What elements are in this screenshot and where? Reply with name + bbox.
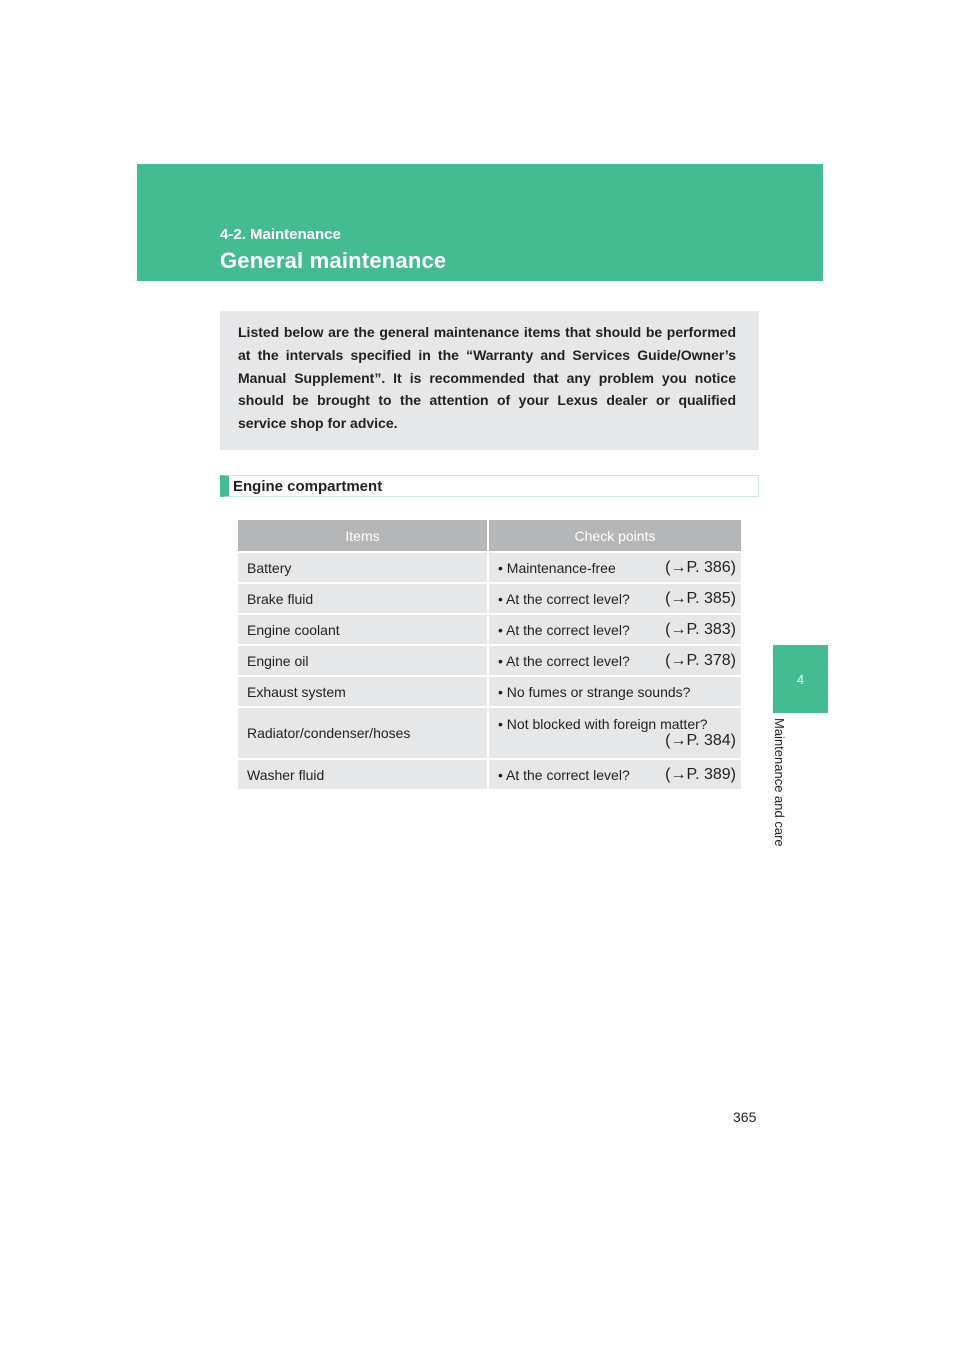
item-cell: Washer fluid (238, 759, 488, 789)
check-cell (488, 676, 741, 707)
table-row (238, 759, 741, 789)
check-text: • At the correct level? (498, 652, 630, 669)
item-cell: Radiator/condenser/hoses (238, 707, 488, 759)
check-cell (488, 645, 741, 676)
check-cell (488, 583, 741, 614)
chapter-label-text: Maintenance and care (772, 718, 787, 847)
page-header (137, 164, 823, 281)
intro-text: Listed below are the general maintenance items that should be performed at the intervals specified in the “Warranty and Services Guide/Owner’s Manual Supplement”. It is recommended that any problem you notice should be brought to the attention of your Lexus dealer or qualified service shop for advice. (238, 324, 736, 432)
page-title: General maintenance (220, 248, 447, 273)
item-cell: Engine coolant (238, 614, 488, 645)
section-label: 4-2. Maintenance (220, 226, 341, 243)
table-row (238, 614, 741, 645)
table-row (238, 645, 741, 676)
page-ref: (→P. 384) (665, 732, 736, 749)
table-row (238, 676, 741, 707)
table-row (238, 552, 741, 583)
check-text: • At the correct level? (498, 590, 630, 607)
check-cell (488, 759, 741, 789)
page-ref: (→P. 386) (665, 558, 736, 576)
check-text: • Maintenance-free (498, 559, 616, 576)
page-ref: (→P. 385) (665, 589, 736, 607)
header-items: Items (238, 520, 488, 552)
table-row (238, 707, 741, 759)
item-cell: Exhaust system (238, 676, 488, 707)
subsection-heading (220, 475, 759, 497)
check-cell (488, 707, 741, 759)
check-cell (488, 552, 741, 583)
item-cell: Engine oil (238, 645, 488, 676)
table-row (238, 583, 741, 614)
chapter-tab (773, 645, 828, 713)
chapter-number: 4 (796, 671, 805, 687)
check-cell (488, 614, 741, 645)
page-ref: (→P. 383) (665, 620, 736, 638)
table-header-row (238, 520, 741, 552)
page-ref: (→P. 389) (665, 765, 736, 783)
check-text: • At the correct level? (498, 621, 630, 638)
header-check-points: Check points (488, 520, 741, 552)
page-ref: (→P. 378) (665, 651, 736, 669)
page-number: 365 (733, 1109, 757, 1125)
maintenance-table (238, 520, 741, 789)
intro-box (220, 311, 759, 450)
check-text: • Not blocked with foreign matter? (498, 716, 708, 732)
check-text: • At the correct level? (498, 766, 630, 783)
item-cell: Brake fluid (238, 583, 488, 614)
item-cell: Battery (238, 552, 488, 583)
subsection-title: Engine compartment (233, 478, 383, 495)
chapter-label (773, 718, 788, 868)
check-text: • No fumes or strange sounds? (498, 683, 691, 700)
